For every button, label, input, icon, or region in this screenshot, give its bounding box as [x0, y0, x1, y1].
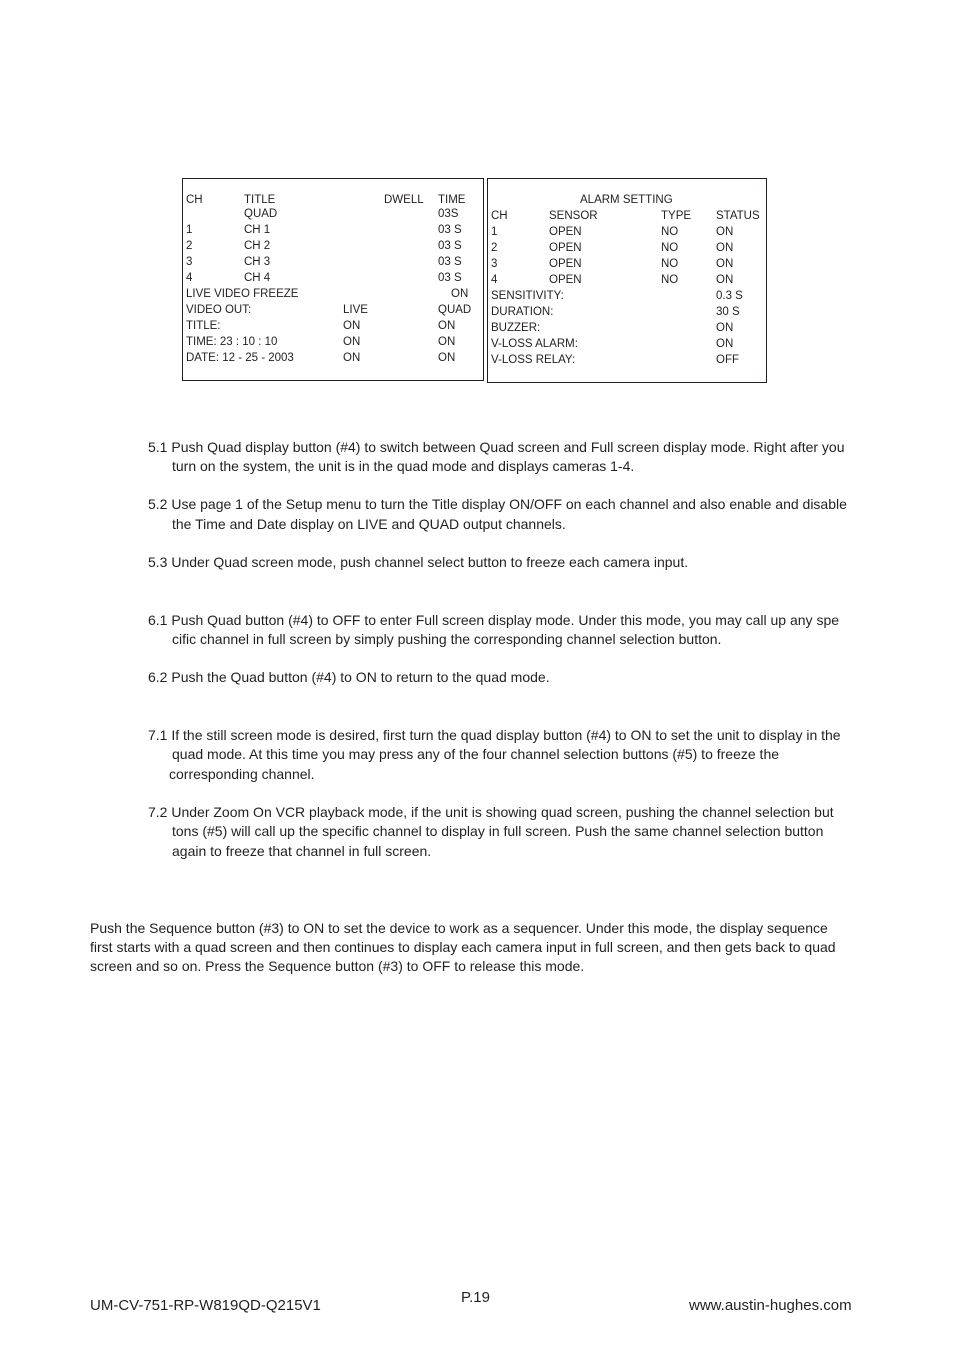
setup-header-dwell: DWELL: [384, 194, 424, 206]
paragraph-line: tons (#5) will call up the specific channel to display in full screen. Push the same channel selection button: [172, 823, 824, 839]
setup-live-video-freeze-label: LIVE VIDEO FREEZE: [186, 288, 299, 300]
alarm-sensitivity-value: 0.3 S: [716, 290, 743, 302]
alarm-header-status: STATUS: [716, 210, 760, 222]
setup-column-quad: QUAD: [438, 304, 472, 316]
alarm-row1-status: ON: [716, 226, 734, 238]
paragraph-line: cific channel in full screen by simply pushing the corresponding channel selection button.: [172, 631, 722, 647]
setup-ch1-title: CH 1: [244, 224, 271, 236]
alarm-row2-ch: 2: [491, 242, 498, 254]
alarm-buzzer-label: BUZZER:: [491, 322, 541, 334]
alarm-vloss-alarm-label: V-LOSS ALARM:: [491, 338, 578, 350]
setup-ch1-number: 1: [186, 224, 193, 236]
alarm-vloss-relay-label: V-LOSS RELAY:: [491, 354, 576, 366]
paragraph-line: 6.2 Push the Quad button (#4) to ON to return to the quad mode.: [148, 669, 550, 685]
alarm-row3-ch: 3: [491, 258, 498, 270]
setup-ch1-time: 03 S: [438, 224, 462, 236]
setup-date-quad: ON: [438, 352, 456, 364]
alarm-vloss-relay-value: OFF: [716, 354, 739, 366]
paragraph-line: 5.2 Use page 1 of the Setup menu to turn the Title display ON/OFF on each channel and also enable and disable: [148, 496, 847, 512]
alarm-row4-ch: 4: [491, 274, 498, 286]
setup-ch3-title: CH 3: [244, 256, 271, 268]
alarm-row2-sensor: OPEN: [549, 242, 582, 254]
footer-page-number: P.19: [461, 1289, 490, 1306]
alarm-title: ALARM SETTING: [580, 194, 673, 206]
footer-document-code: UM-CV-751-RP-W819QD-Q215V1: [90, 1297, 321, 1314]
alarm-row4-sensor: OPEN: [549, 274, 582, 286]
setup-ch3-number: 3: [186, 256, 193, 268]
setup-live-video-freeze-value: ON: [451, 288, 469, 300]
footer-website: www.austin-hughes.com: [689, 1297, 852, 1314]
setup-title-quad: ON: [438, 320, 456, 332]
alarm-header-ch: CH: [491, 210, 508, 222]
setup-title-label: TITLE:: [186, 320, 221, 332]
alarm-duration-label: DURATION:: [491, 306, 554, 318]
alarm-row1-type: NO: [661, 226, 679, 238]
setup-date-live: ON: [343, 352, 361, 364]
paragraph-line: 7.1 If the still screen mode is desired, first turn the quad display button (#4) to ON to set the unit to display in the: [148, 727, 841, 743]
alarm-row3-type: NO: [661, 258, 679, 270]
paragraph-line: 5.3 Under Quad screen mode, push channel select button to freeze each camera input.: [148, 554, 689, 570]
setup-ch2-title: CH 2: [244, 240, 271, 252]
setup-ch4-number: 4: [186, 272, 193, 284]
setup-header-time: TIME: [438, 194, 466, 206]
setup-date-label: DATE: 12 - 25 - 2003: [186, 352, 294, 364]
setup-quad-title: QUAD: [244, 208, 278, 220]
setup-video-out-label: VIDEO OUT:: [186, 304, 252, 316]
alarm-row2-type: NO: [661, 242, 679, 254]
setup-header-title: TITLE: [244, 194, 276, 206]
paragraph-line: again to freeze that channel in full screen.: [172, 843, 432, 859]
setup-column-live: LIVE: [343, 304, 368, 316]
paragraph-line: Push the Sequence button (#3) to ON to set the device to work as a sequencer. Under this mode, the display sequence: [90, 920, 828, 936]
setup-quad-time: 03S: [438, 208, 459, 220]
setup-ch2-number: 2: [186, 240, 193, 252]
setup-time-quad: ON: [438, 336, 456, 348]
setup-ch3-time: 03 S: [438, 256, 462, 268]
setup-title-live: ON: [343, 320, 361, 332]
setup-time-live: ON: [343, 336, 361, 348]
alarm-buzzer-value: ON: [716, 322, 734, 334]
alarm-sensitivity-label: SENSITIVITY:: [491, 290, 564, 302]
alarm-header-type: TYPE: [661, 210, 692, 222]
setup-header-ch: CH: [186, 194, 203, 206]
paragraph-line: first starts with a quad screen and then continues to display each camera input in full screen, and then gets back to quad: [90, 939, 836, 955]
alarm-row2-status: ON: [716, 242, 734, 254]
alarm-row4-status: ON: [716, 274, 734, 286]
setup-ch4-title: CH 4: [244, 272, 271, 284]
paragraph-line: 7.2 Under Zoom On VCR playback mode, if the unit is showing quad screen, pushing the channel selection but: [148, 804, 834, 820]
paragraph-line: the Time and Date display on LIVE and QUAD output channels.: [172, 516, 566, 532]
alarm-header-sensor: SENSOR: [549, 210, 598, 222]
setup-time-label: TIME: 23 : 10 : 10: [186, 336, 278, 348]
setup-ch2-time: 03 S: [438, 240, 462, 252]
alarm-vloss-alarm-value: ON: [716, 338, 734, 350]
paragraph-line: screen and so on. Press the Sequence button (#3) to OFF to release this mode.: [90, 958, 585, 974]
alarm-row3-status: ON: [716, 258, 734, 270]
paragraph-line: corresponding channel.: [169, 766, 315, 782]
alarm-row1-sensor: OPEN: [549, 226, 582, 238]
alarm-row4-type: NO: [661, 274, 679, 286]
alarm-row3-sensor: OPEN: [549, 258, 582, 270]
alarm-duration-value: 30 S: [716, 306, 740, 318]
paragraph-line: quad mode. At this time you may press any of the four channel selection buttons (#5) to freeze the: [172, 746, 780, 762]
paragraph-line: turn on the system, the unit is in the quad mode and displays cameras 1-4.: [172, 458, 635, 474]
paragraph-line: 5.1 Push Quad display button (#4) to switch between Quad screen and Full screen display mode. Right after you: [148, 439, 845, 455]
paragraph-line: 6.1 Push Quad button (#4) to OFF to enter Full screen display mode. Under this mode, you may call up any spe: [148, 612, 840, 628]
setup-ch4-time: 03 S: [438, 272, 462, 284]
alarm-row1-ch: 1: [491, 226, 498, 238]
